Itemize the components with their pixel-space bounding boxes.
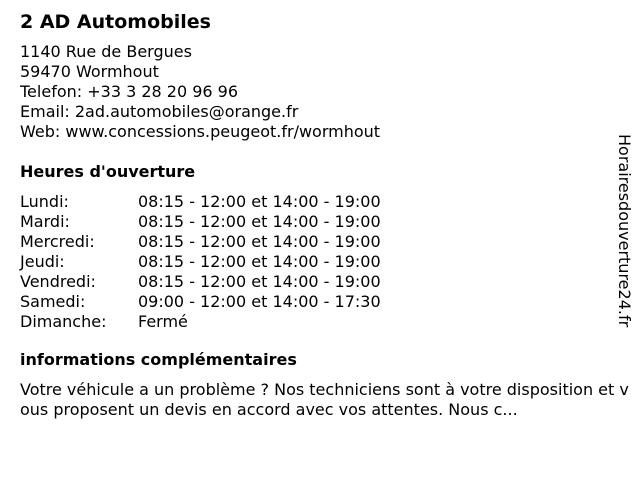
hours-day: Samedi: (20, 292, 86, 311)
hours-row (20, 292, 612, 312)
opening-hours-table (20, 192, 612, 332)
hours-time: 08:15 - 12:00 et 14:00 - 19:00 (138, 192, 381, 211)
hours-row (20, 312, 612, 332)
hours-time: 08:15 - 12:00 et 14:00 - 19:00 (138, 252, 381, 271)
side-watermark-brand: Horairesdouverture24.fr (615, 134, 634, 328)
hours-time: 08:15 - 12:00 et 14:00 - 19:00 (138, 272, 381, 291)
website-url: Web: www.concessions.peugeot.fr/wormhout (20, 122, 381, 141)
hours-day: Mardi: (20, 212, 70, 231)
address-city: 59470 Wormhout (20, 62, 159, 81)
hours-day: Vendredi: (20, 272, 96, 291)
hours-time: Fermé (138, 312, 188, 331)
hours-time: 08:15 - 12:00 et 14:00 - 19:00 (138, 212, 381, 231)
hours-day: Lundi: (20, 192, 69, 211)
hours-row (20, 212, 612, 232)
business-name: 2 AD Automobiles (20, 11, 211, 33)
hours-row (20, 272, 612, 292)
hours-day: Dimanche: (20, 312, 107, 331)
hours-day: Jeudi: (20, 252, 65, 271)
hours-row (20, 252, 612, 272)
hours-day: Mercredi: (20, 232, 95, 251)
hours-row (20, 192, 612, 212)
phone-number: Telefon: +33 3 28 20 96 96 (20, 82, 239, 101)
additional-info-text: Votre véhicule a un problème ? Nos techniciens sont à votre disposition et vous proposent un devis en accord avec vos attentes. Nous c... (20, 380, 629, 419)
additional-info-title: informations complémentaires (20, 350, 297, 369)
hours-row (20, 232, 612, 252)
email-address: Email: 2ad.automobiles@orange.fr (20, 102, 299, 121)
hours-time: 08:15 - 12:00 et 14:00 - 19:00 (138, 232, 381, 251)
opening-hours-title: Heures d'ouverture (20, 162, 196, 181)
address-street: 1140 Rue de Bergues (20, 42, 192, 61)
hours-time: 09:00 - 12:00 et 14:00 - 17:30 (138, 292, 381, 311)
